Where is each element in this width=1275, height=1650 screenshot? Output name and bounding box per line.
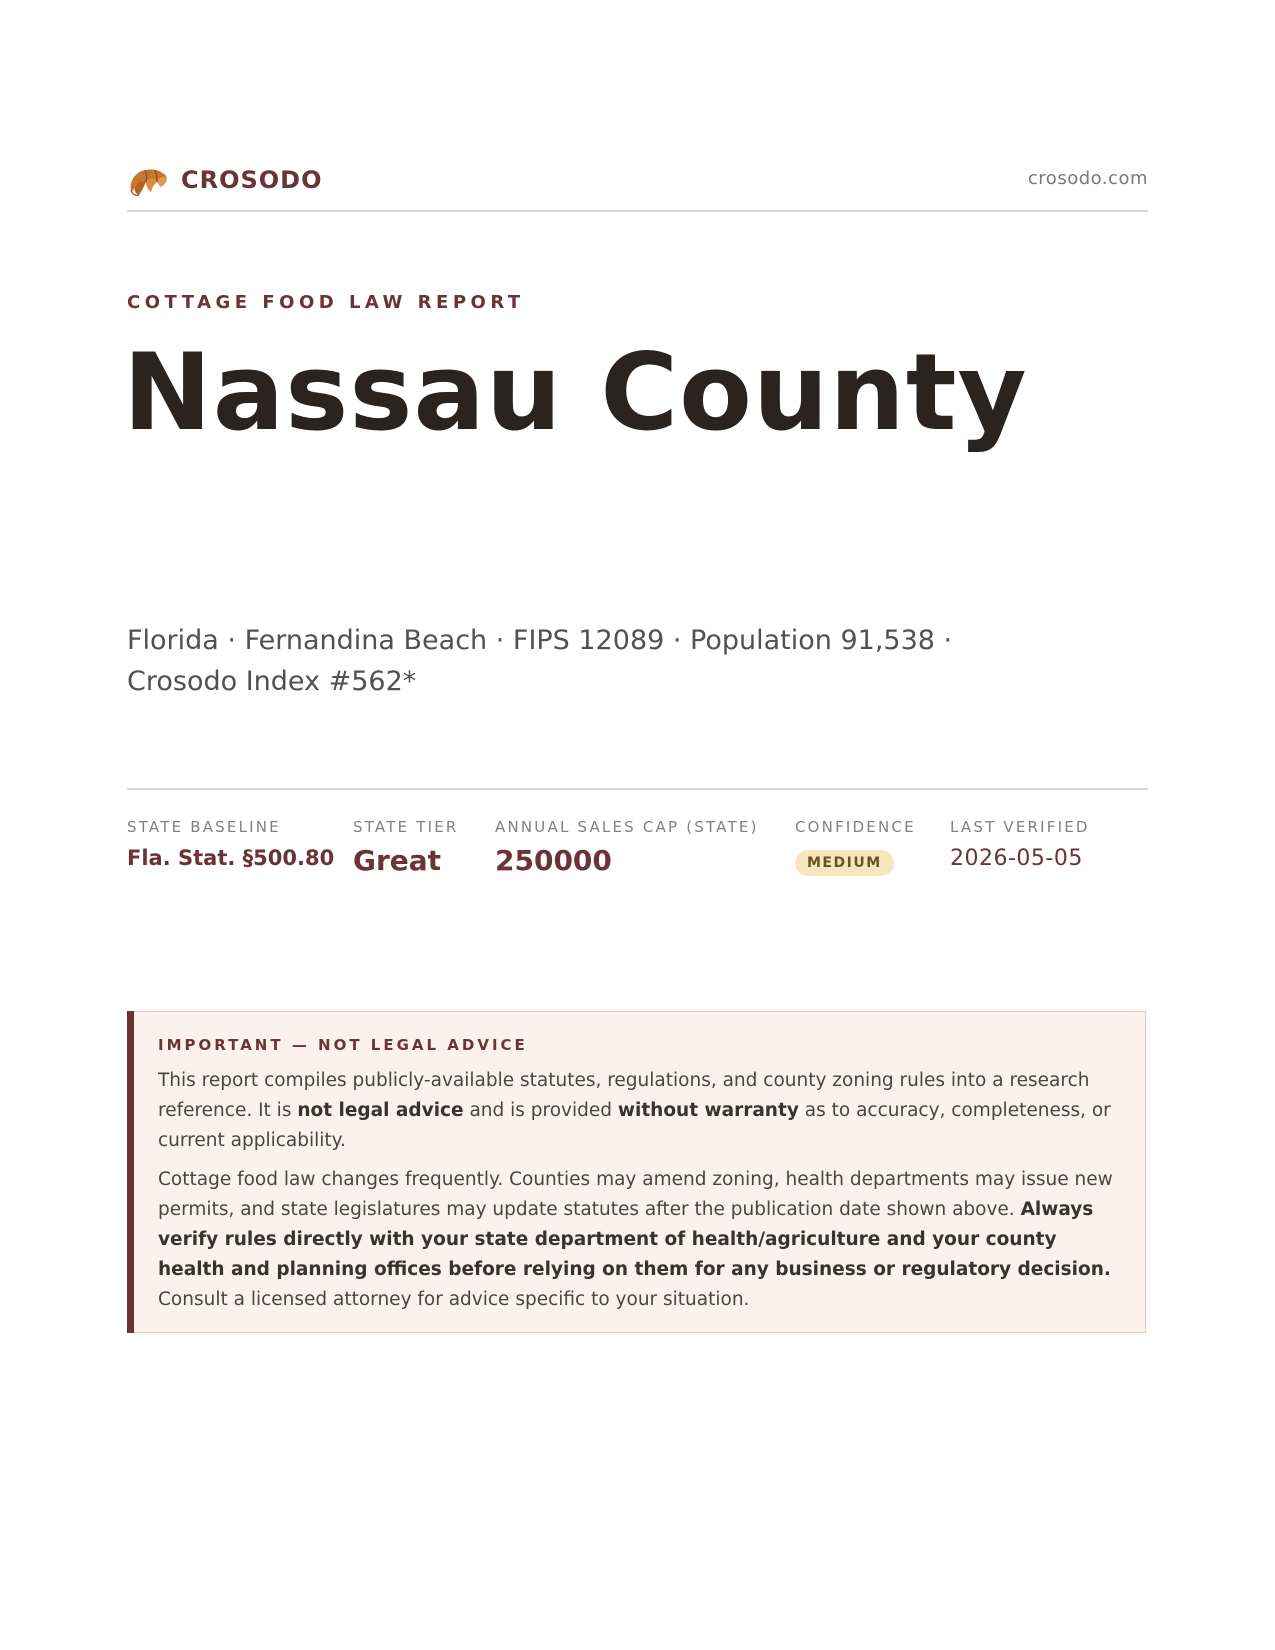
brand-name: CROSODO (181, 166, 323, 194)
stat-label: STATE TIER (353, 818, 459, 836)
disclaimer-text: This report compiles publicly-available statutes, regulations, and county zoning rules into a research reference. It is (158, 1070, 1090, 1121)
stat-value: Great (353, 844, 442, 877)
stat-label: LAST VERIFIED (950, 818, 1090, 836)
disclaimer-paragraph-2 (158, 1165, 1118, 1315)
stats-divider (127, 788, 1148, 790)
stat-value: 2026-05-05 (950, 846, 1083, 871)
page-title: Nassau County (123, 331, 1028, 454)
stat-state-tier (353, 818, 459, 877)
confidence-badge: MEDIUM (795, 850, 894, 876)
report-page (123, 0, 1148, 1650)
location-summary-line-1: Florida · Fernandina Beach · FIPS 12089 · Population 91,538 · (127, 625, 953, 656)
page-header (127, 160, 1148, 212)
disclaimer-text: as to accuracy, completeness, or current applicability. (158, 1100, 1111, 1151)
legal-disclaimer-box (127, 1011, 1146, 1333)
location-summary-line-2: Crosodo Index #562* (127, 666, 417, 697)
disclaimer-paragraph-1 (158, 1066, 1118, 1156)
croissant-icon (127, 160, 169, 200)
stat-value: Fla. Stat. §500.80 (127, 846, 335, 870)
disclaimer-emphasis: not legal advice (297, 1100, 464, 1121)
stat-annual-sales-cap (495, 818, 759, 877)
stat-value: 250000 (495, 844, 612, 877)
disclaimer-heading: IMPORTANT — NOT LEGAL ADVICE (158, 1036, 528, 1054)
stat-label: STATE BASELINE (127, 818, 281, 836)
location-summary (127, 620, 987, 702)
disclaimer-text: Consult a licensed attorney for advice specific to your situation. (158, 1289, 750, 1310)
brand[interactable] (127, 160, 323, 200)
disclaimer-emphasis: Always verify rules directly with your state department of health/agriculture and your county health and planning offices before relying on them for any business or regulatory decision. (158, 1199, 1111, 1280)
site-url-link[interactable]: crosodo.com (1027, 168, 1148, 189)
stat-label: ANNUAL SALES CAP (STATE) (495, 818, 759, 836)
stat-label: CONFIDENCE (795, 818, 916, 836)
disclaimer-accent-bar (127, 1011, 134, 1333)
disclaimer-text: and is provided (463, 1100, 618, 1121)
disclaimer-content (158, 1036, 1118, 1324)
stat-last-verified (950, 818, 1090, 871)
stat-state-baseline (127, 818, 334, 870)
report-type-eyebrow: COTTAGE FOOD LAW REPORT (127, 292, 525, 313)
stat-confidence (795, 818, 916, 876)
disclaimer-emphasis: without warranty (617, 1100, 799, 1121)
disclaimer-text: Cottage food law changes frequently. Counties may amend zoning, health departments may issue new permits, and state legislatures may update statutes after the publication date shown above. (158, 1169, 1113, 1220)
